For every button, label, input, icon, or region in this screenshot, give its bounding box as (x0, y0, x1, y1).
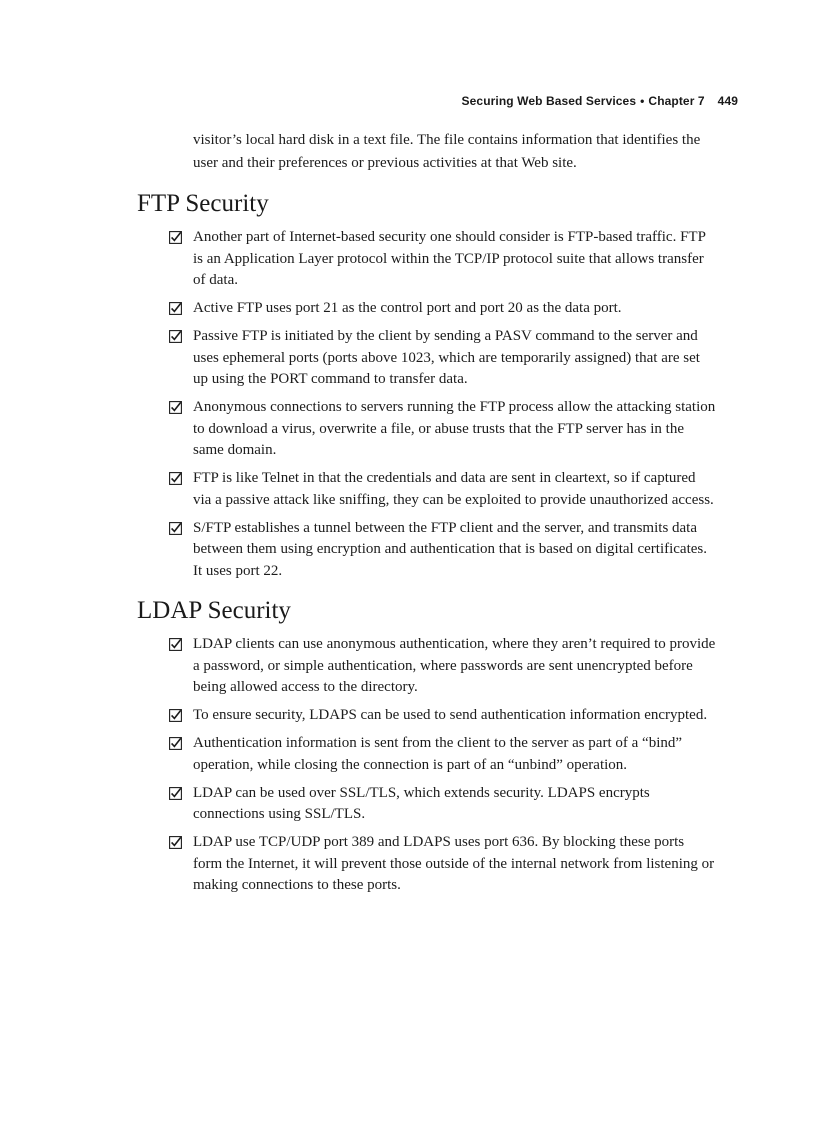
page-number: 449 (717, 94, 738, 108)
section-title-ftp-security: FTP Security (137, 190, 269, 217)
checkbox-checked-icon (169, 522, 182, 535)
checkbox-checked-icon (169, 401, 182, 414)
running-header (462, 94, 738, 108)
list-item (137, 326, 717, 391)
list-item (137, 298, 717, 320)
list-item-text: FTP is like Telnet in that the credentials and data are sent in cleartext, so if captured via a passive attack like sniffing, they can be exploited to provide unauthorized access. (193, 470, 714, 508)
header-bullet: • (640, 94, 645, 108)
checkbox-checked-icon (169, 231, 182, 244)
checkbox-checked-icon (169, 638, 182, 651)
checkbox-checked-icon (169, 737, 182, 750)
list-item (137, 733, 717, 776)
list-item (137, 832, 717, 897)
list-item-text: To ensure security, LDAPS can be used to send authentication information encrypted. (193, 707, 708, 723)
ldap-security-checklist (137, 634, 717, 897)
page-content (137, 129, 717, 903)
list-item (137, 634, 717, 699)
checkbox-checked-icon (169, 836, 182, 849)
list-item-text: Active FTP uses port 21 as the control port and port 20 as the data port. (193, 300, 622, 316)
list-item-text: LDAP clients can use anonymous authentication, where they aren’t required to provide a password, or simple authentication, where passwords are sent unencrypted before being allowed access to the directory. (193, 636, 716, 695)
intro-paragraph: visitor’s local hard disk in a text file. The file contains information that identifies the user and their preferences or previous activities at that Web site. (193, 132, 701, 171)
checkbox-checked-icon (169, 787, 182, 800)
checkbox-checked-icon (169, 709, 182, 722)
list-item (137, 705, 717, 727)
list-item (137, 783, 717, 826)
checkbox-checked-icon (169, 330, 182, 343)
list-item-text: LDAP can be used over SSL/TLS, which extends security. LDAPS encrypts connections using SSL/TLS. (193, 784, 650, 822)
list-item-text: Another part of Internet-based security one should consider is FTP-based traffic. FTP is an Application Layer protocol within the TCP/IP protocol suite that allows transfer of data. (193, 229, 706, 288)
list-item (137, 518, 717, 583)
ftp-security-checklist (137, 227, 717, 582)
running-title: Securing Web Based Services (461, 94, 637, 108)
list-item-text: Authentication information is sent from the client to the server as part of a “bind” operation, while closing the connection is part of an “unbind” operation. (193, 735, 683, 773)
list-item (137, 227, 717, 292)
list-item (137, 397, 717, 462)
checkbox-checked-icon (169, 472, 182, 485)
list-item-text: S/FTP establishes a tunnel between the FTP client and the server, and transmits data between them using encryption and authentication that is based on digital certificates. It uses port 22. (193, 519, 708, 579)
list-item (137, 468, 717, 511)
list-item-text: LDAP use TCP/UDP port 389 and LDAPS uses port 636. By blocking these ports form the Internet, it will prevent those outside of the internal network from listening or making connections to these ports. (193, 834, 715, 893)
checkbox-checked-icon (169, 302, 182, 315)
list-item-text: Anonymous connections to servers running the FTP process allow the attacking station to download a virus, overwrite a file, or abuse trusts that the FTP server has in the same domain. (193, 399, 716, 458)
list-item-text: Passive FTP is initiated by the client by sending a PASV command to the server and uses ephemeral ports (ports above 1023, which are temporarily assigned) that are set up using the PORT command to transfer data. (193, 328, 700, 387)
chapter-label: Chapter 7 (648, 94, 705, 108)
section-title-ldap-security: LDAP Security (137, 597, 291, 624)
